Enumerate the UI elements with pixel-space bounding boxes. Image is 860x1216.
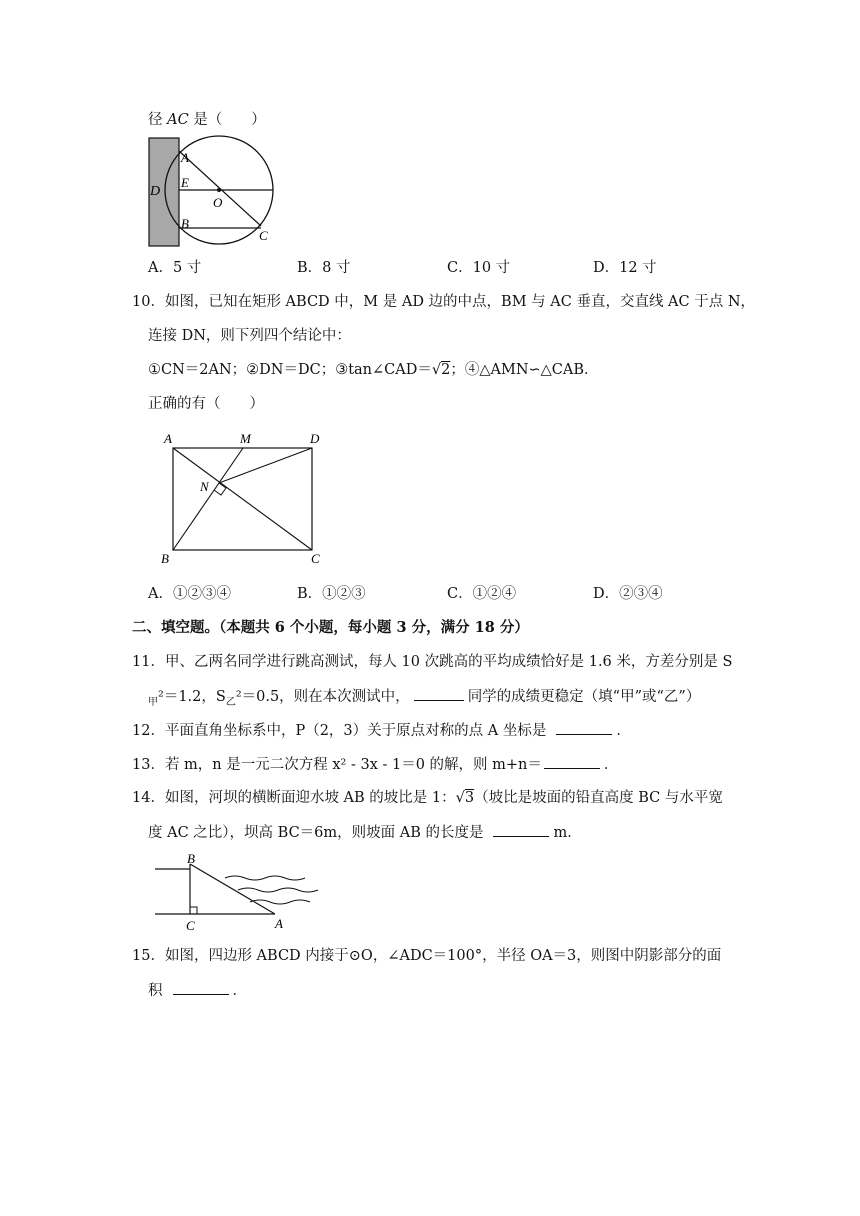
q14-answer-blank[interactable]: [493, 822, 549, 837]
q10-figure: [156, 428, 336, 568]
q10-conclusions: ①CN＝2AN；②DN＝DC；③tan∠CAD＝√2；④△AMN∽△CAB．: [148, 362, 599, 378]
q14-ab-slope: [190, 864, 275, 914]
q13-line: 13．若 m，n 是一元二次方程 x² - 3x - 1＝0 的解，则 m+n＝ ．: [132, 754, 618, 775]
q10-dn-line: [219, 448, 312, 483]
q14-label-c: C: [186, 918, 195, 933]
q9-label-c: C: [259, 228, 268, 243]
q9-option-b: B．8 寸: [297, 260, 351, 276]
q10-right-angle-mark: [214, 483, 226, 495]
q11-line2: $_甲$²＝1.2，$S_乙^2=0.5$，则在本次测试中， 同学的成绩更稳定（填“甲”或“乙”）: [148, 686, 700, 713]
q10-label-m: M: [240, 431, 251, 446]
q9-option-d: D．12 寸: [593, 260, 657, 276]
q13-answer-blank[interactable]: [544, 754, 600, 769]
q14-figure: [150, 850, 340, 935]
q9-label-a: A: [181, 150, 189, 165]
q14-right-angle-mark: [190, 907, 197, 914]
q9-label-b: B: [181, 216, 189, 231]
q10-label-a: A: [164, 431, 172, 446]
q10-label-c: C: [311, 551, 320, 566]
q12-answer-blank[interactable]: [556, 720, 612, 735]
q10-line2: 连接 DN，则下列四个结论中：: [148, 328, 351, 344]
q9-figure: [140, 132, 290, 250]
q10-label-d: D: [310, 431, 320, 446]
q10-label-b: B: [161, 551, 169, 566]
q15-answer-blank[interactable]: [173, 980, 229, 995]
q10-option-b: B．①②③: [297, 586, 366, 602]
q9-option-a: A．5 寸: [148, 260, 202, 276]
q10-option-c: C．①②④: [447, 586, 517, 602]
q15-line1: 15．如图，四边形 ABCD 内接于⊙O，∠ADC＝100°，半径 OA＝3，则图中阴影部分的面: [132, 948, 722, 964]
q9-option-c: C．10 寸: [447, 260, 511, 276]
q14-line1: 14．如图，河坝的横断面迎水坡 AB 的坡比是 1：√3（坡比是坡面的铅直高度 BC 与水平宽: [132, 790, 723, 806]
q9-stem: 径 AC 是（ ）: [148, 112, 266, 128]
q9-label-d: D: [150, 184, 161, 199]
q14-water-wave-2: [238, 888, 318, 892]
q14-line2: 度 AC 之比），坝高 BC＝6m，则坡面 AB 的长度是 m．: [148, 822, 582, 843]
q10-bm-line: [173, 448, 243, 550]
q9-label-o: O: [213, 195, 223, 210]
q11-line1: 11．甲、乙两名同学进行跳高测试，每人 10 次跳高的平均成绩恰好是 1.6 米，方差分别是 S: [132, 654, 733, 670]
q12-line: 12．平面直角坐标系中，P（2，3）关于原点对称的点 A 坐标是 ．: [132, 720, 631, 741]
q9-center-point: [217, 188, 221, 192]
q9-label-e: E: [181, 175, 189, 190]
q14-sqrt: √3: [455, 790, 475, 806]
q10-option-a: A．①②③④: [148, 586, 231, 602]
q14-label-a: A: [275, 916, 283, 931]
q10-ac-diagonal: [173, 448, 312, 550]
q10-prompt: 正确的有（ ）: [148, 396, 264, 412]
q10-label-n: N: [200, 479, 209, 494]
q15-line2: 积 ．: [148, 980, 247, 1001]
q10-option-d: D．②③④: [593, 586, 663, 602]
q14-water-wave-3: [250, 900, 310, 904]
q14-water-wave-1: [225, 876, 305, 880]
section-fill-in-title: 二、填空题。（本题共 6 个小题，每小题 3 分，满分 18 分）: [132, 619, 529, 636]
q14-label-b: B: [187, 851, 195, 866]
q10-sqrt: √2: [431, 362, 451, 378]
q11-answer-blank[interactable]: [414, 686, 464, 701]
q10-line1: 10．如图，已知在矩形 ABCD 中，M 是 AD 边的中点，BM 与 AC 垂直，交直线 AC 于点 N，: [132, 294, 756, 310]
